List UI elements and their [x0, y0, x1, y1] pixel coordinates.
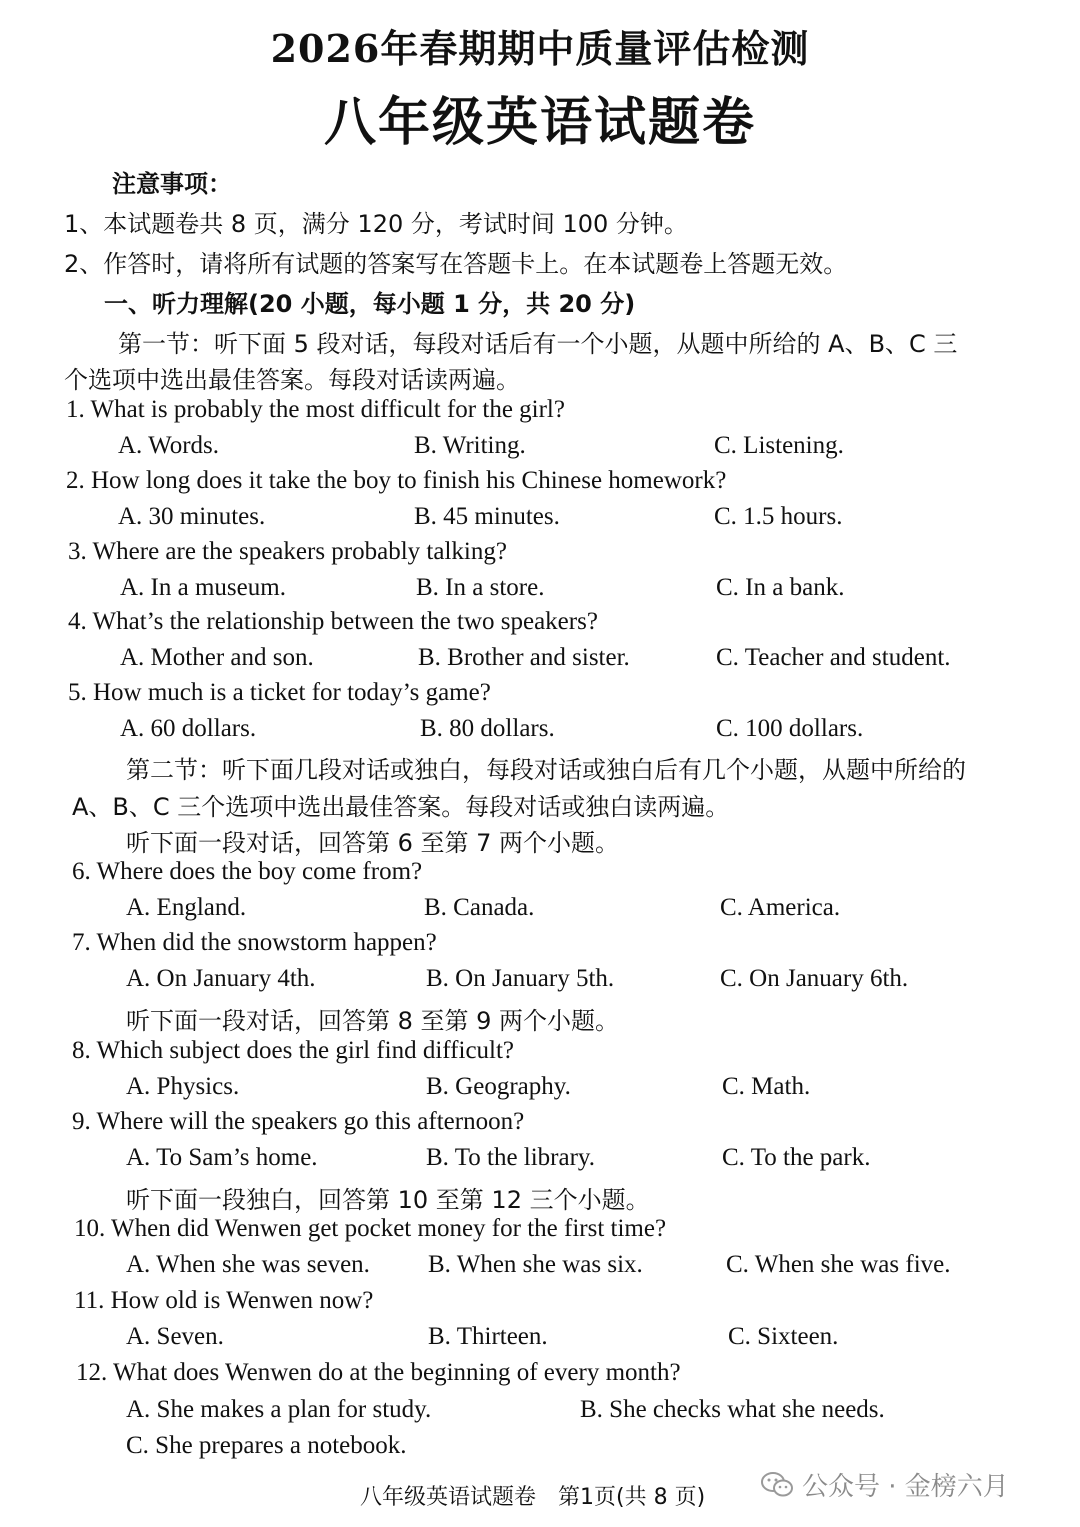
q3-option-b: B. In a store. — [416, 574, 545, 601]
question-4: 4. What’s the relationship between the two speakers? — [68, 608, 598, 635]
q6-option-b: B. Canada. — [424, 894, 535, 921]
watermark-text: 公众号 · 金榜六月 — [802, 1472, 1009, 1502]
q4-option-c: C. Teacher and student. — [716, 644, 951, 671]
question-2: 2. How long does it take the boy to finish his Chinese homework? — [66, 467, 727, 494]
q12-option-c: C. She prepares a notebook. — [126, 1432, 407, 1459]
notes-heading: 注意事项： — [112, 170, 232, 198]
q4-option-a: A. Mother and son. — [120, 644, 314, 671]
question-11: 11. How old is Wenwen now? — [74, 1287, 374, 1314]
q6-option-a: A. England. — [126, 894, 247, 921]
q11-option-a: A. Seven. — [126, 1323, 224, 1350]
q8-option-a: A. Physics. — [126, 1073, 240, 1100]
q5-option-b: B. 80 dollars. — [420, 715, 555, 742]
question-5: 5. How much is a ticket for today’s game? — [68, 679, 491, 706]
q11-option-b: B. Thirteen. — [428, 1323, 548, 1350]
question-9: 9. Where will the speakers go this afternoon? — [72, 1108, 525, 1135]
question-6: 6. Where does the boy come from? — [72, 858, 423, 885]
wechat-icon — [760, 1471, 794, 1499]
q7-option-c: C. On January 6th. — [720, 965, 909, 992]
instruction-q6-7: 听下面一段对话，回答第 6 至第 7 两个小题。 — [126, 829, 620, 857]
section2-instruction-line1: 第二节：听下面几段对话或独白，每段对话或独白后有几个小题，从题中所给的 — [126, 756, 966, 784]
watermark — [760, 1466, 1009, 1503]
notes-item-1: 1、本试题卷共 8 页，满分 120 分，考试时间 100 分钟。 — [64, 210, 688, 238]
q10-option-b: B. When she was six. — [428, 1251, 643, 1278]
question-12: 12. What does Wenwen do at the beginning of every month? — [76, 1359, 681, 1386]
part1-heading: 一、听力理解(20 小题，每小题 1 分，共 20 分) — [104, 290, 636, 318]
q2-option-b: B. 45 minutes. — [414, 503, 560, 530]
q10-option-c: C. When she was five. — [726, 1251, 951, 1278]
question-3: 3. Where are the speakers probably talking? — [68, 538, 507, 565]
question-7: 7. When did the snowstorm happen? — [72, 929, 437, 956]
q11-option-c: C. Sixteen. — [728, 1323, 839, 1350]
q9-option-a: A. To Sam’s home. — [126, 1144, 318, 1171]
instruction-q10-12: 听下面一段独白，回答第 10 至第 12 三个小题。 — [126, 1186, 650, 1214]
q4-option-b: B. Brother and sister. — [418, 644, 630, 671]
q12-option-b: B. She checks what she needs. — [580, 1396, 885, 1423]
q5-option-c: C. 100 dollars. — [716, 715, 864, 742]
q5-option-a: A. 60 dollars. — [120, 715, 257, 742]
q3-option-a: A. In a museum. — [120, 574, 286, 601]
q9-option-b: B. To the library. — [426, 1144, 596, 1171]
q1-option-a: A. Words. — [118, 432, 220, 459]
q2-option-a: A. 30 minutes. — [118, 503, 266, 530]
question-10: 10. When did Wenwen get pocket money for the first time? — [74, 1215, 667, 1242]
q7-option-a: A. On January 4th. — [126, 965, 316, 992]
q2-option-c: C. 1.5 hours. — [714, 503, 843, 530]
page-footer: 八年级英语试题卷 第1页(共 8 页) — [360, 1485, 706, 1510]
q7-option-b: B. On January 5th. — [426, 965, 615, 992]
section1-instruction-line1: 第一节：听下面 5 段对话，每段对话后有一个小题，从题中所给的 A、B、C 三 — [118, 330, 958, 358]
notes-item-2: 2、作答时，请将所有试题的答案写在答题卡上。在本试题卷上答题无效。 — [64, 250, 848, 278]
exam-subtitle: 八年级英语试题卷 — [323, 92, 756, 153]
instruction-q8-9: 听下面一段对话，回答第 8 至第 9 两个小题。 — [126, 1007, 620, 1035]
q12-option-a: A. She makes a plan for study. — [126, 1396, 432, 1423]
section2-instruction-line2: A、B、C 三个选项中选出最佳答案。每段对话或独白读两遍。 — [72, 793, 730, 821]
q8-option-c: C. Math. — [722, 1073, 811, 1100]
q3-option-c: C. In a bank. — [716, 574, 845, 601]
section1-instruction-line2: 个选项中选出最佳答案。每段对话读两遍。 — [64, 366, 520, 394]
q6-option-c: C. America. — [720, 894, 841, 921]
question-1: 1. What is probably the most difficult for the girl? — [66, 396, 565, 423]
exam-title: 2026年春期期中质量评估检测 — [270, 26, 810, 71]
q8-option-b: B. Geography. — [426, 1073, 571, 1100]
q1-option-c: C. Listening. — [714, 432, 844, 459]
q10-option-a: A. When she was seven. — [126, 1251, 370, 1278]
q1-option-b: B. Writing. — [414, 432, 526, 459]
question-8: 8. Which subject does the girl find difficult? — [72, 1037, 515, 1064]
q9-option-c: C. To the park. — [722, 1144, 871, 1171]
